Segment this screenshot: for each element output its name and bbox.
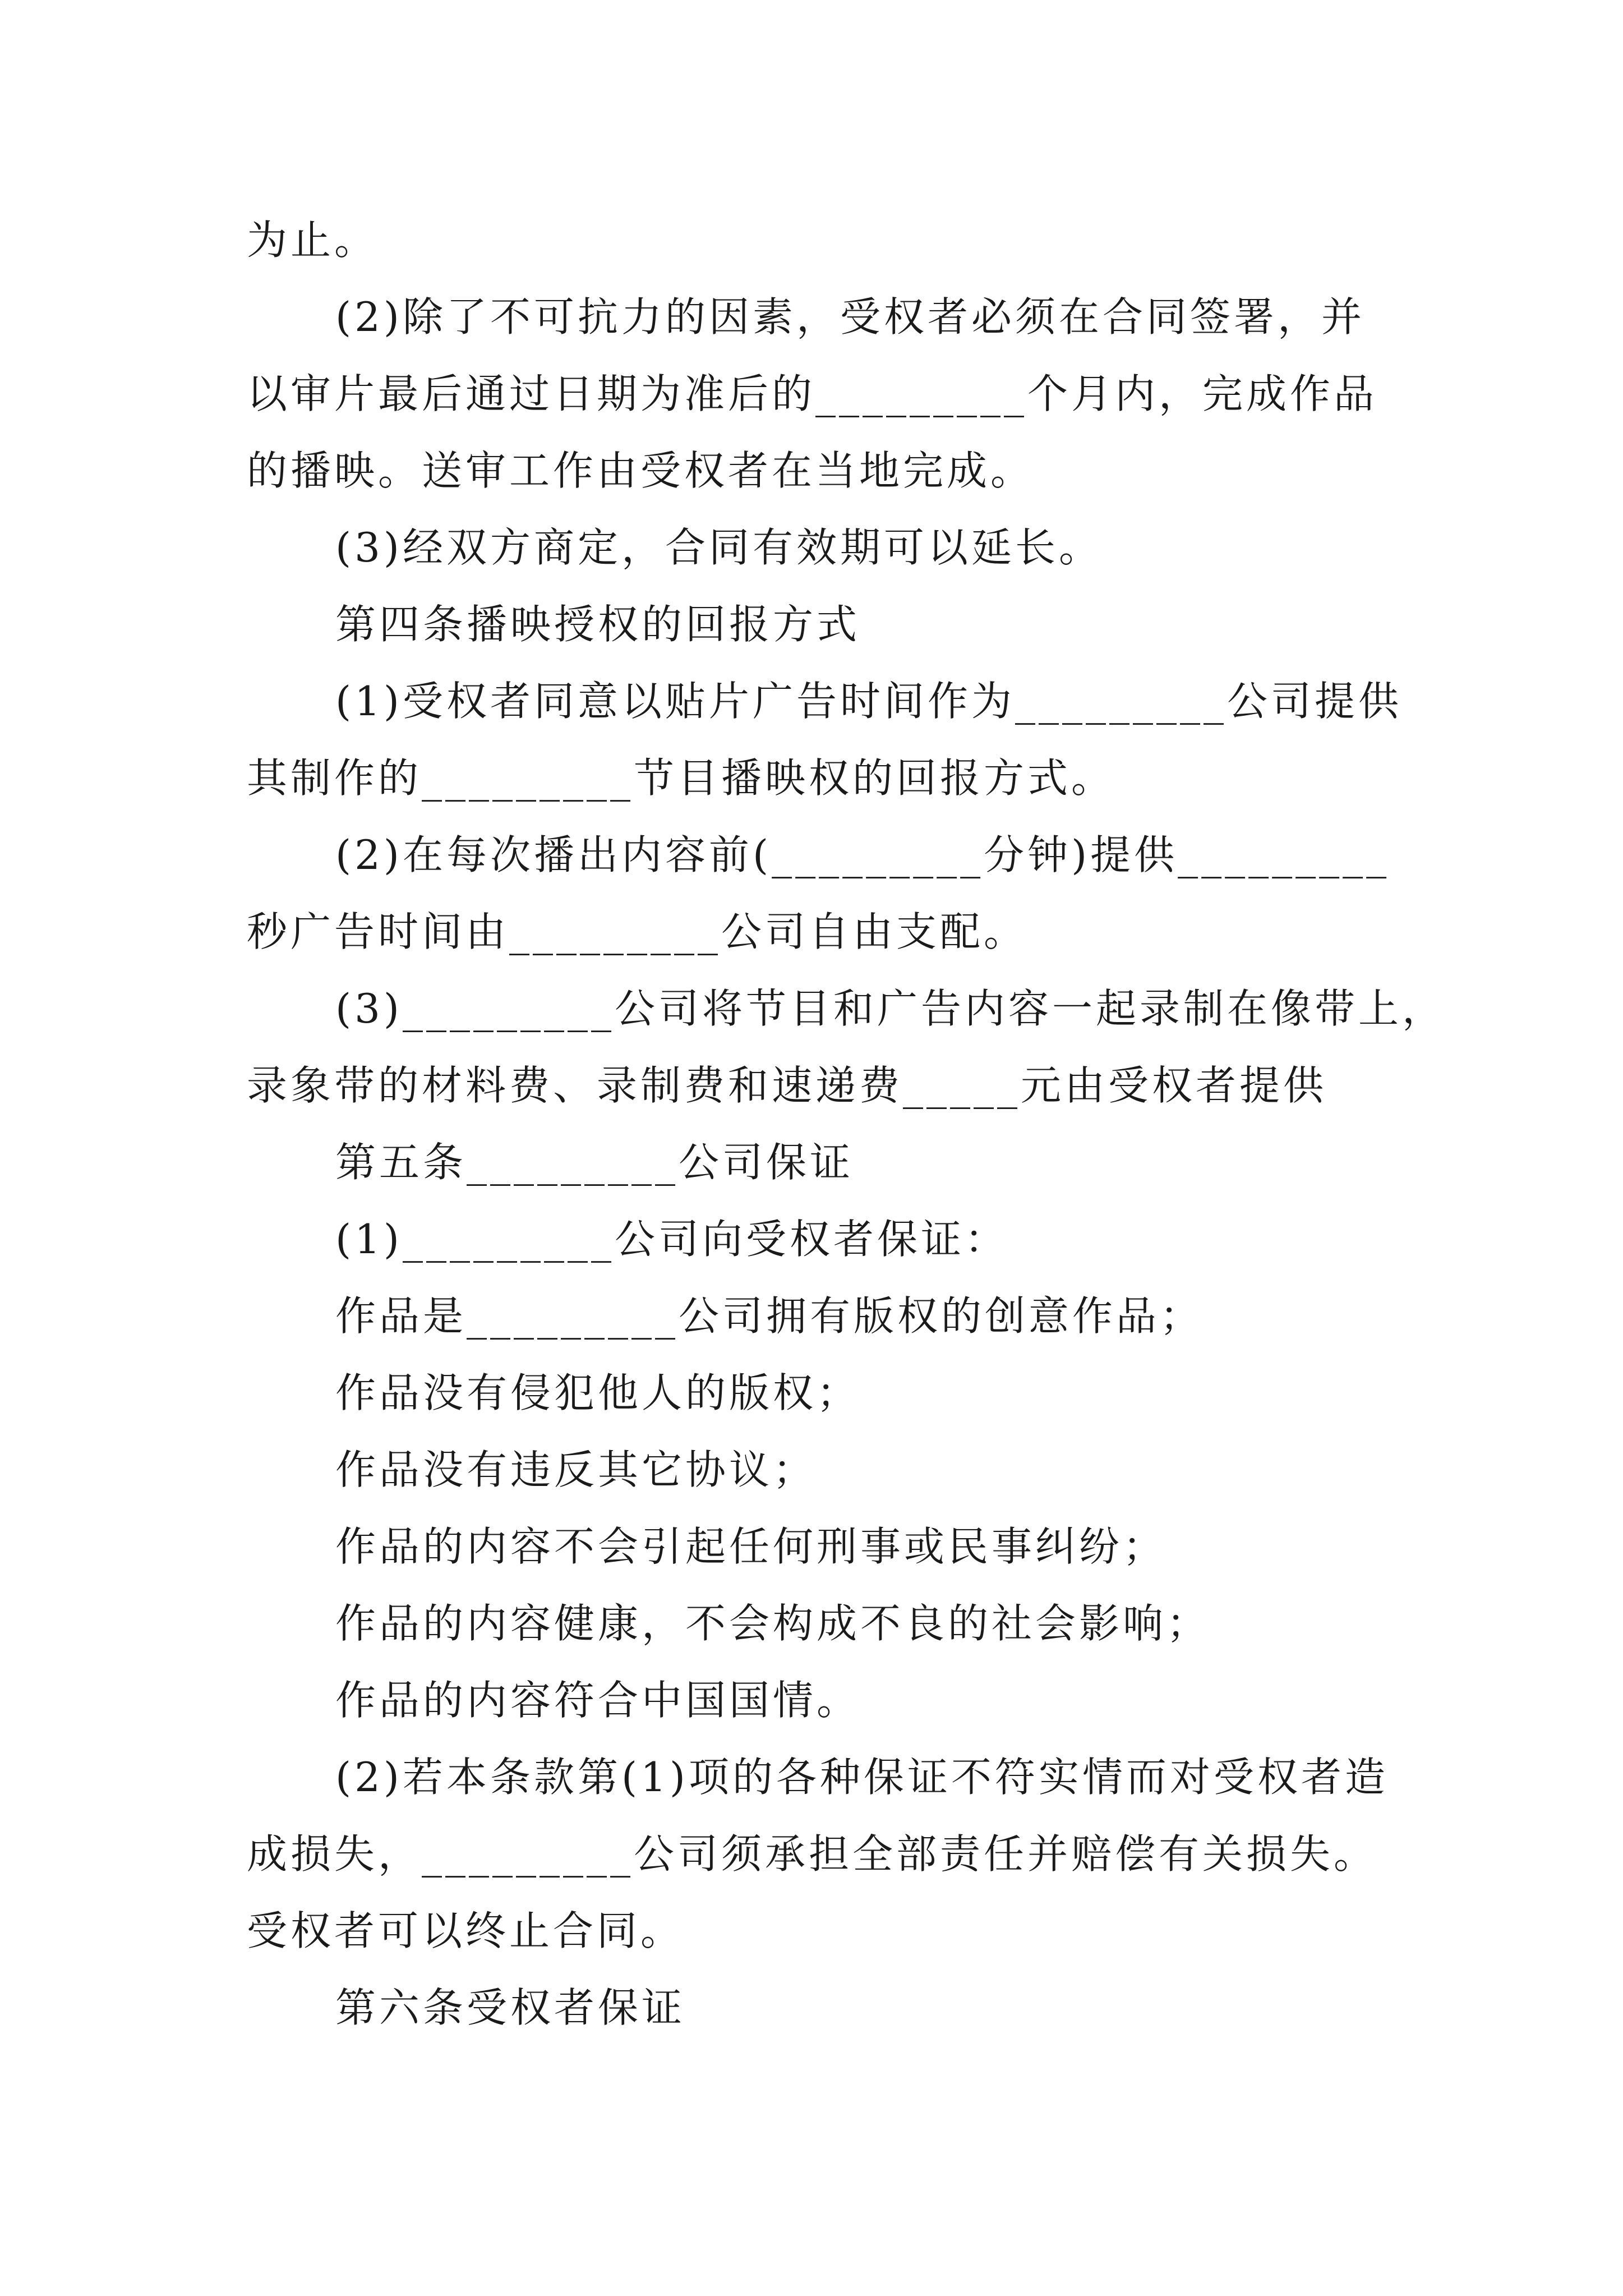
document-body [247,202,1446,2046]
text-line: (2)除了不可抗力的因素，受权者必须在合同签署，并 [335,293,1365,341]
section-heading: 第四条播映授权的回报方式 [335,601,861,648]
text-line: 为止。 [247,217,379,264]
text-line: (3)经双方商定，合同有效期可以延长。 [335,524,1103,571]
text-line: 录象带的材料费、录制费和速递费_____元由受权者提供 [247,1062,1327,1109]
text-line: 的播映。送审工作由受权者在当地完成。 [247,447,1035,494]
text-line: (1)受权者同意以贴片广告时间作为_________公司提供 [335,678,1402,725]
text-line: 成损失，_________公司须承担全部责任并赔偿有关损失。 [247,1830,1378,1878]
text-line: 作品的内容健康，不会构成不良的社会影响； [335,1600,1211,1647]
text-line: (1)_________公司向受权者保证： [335,1216,1008,1263]
text-line: 作品是_________公司拥有版权的创意作品； [335,1292,1204,1340]
text-line: 秒广告时间由_________公司自由支配。 [247,908,1028,955]
text-line: 其制作的_________节目播映权的回报方式。 [247,754,1115,802]
text-line: 受权者可以终止合同。 [247,1907,685,1954]
text-line: (3)_________公司将节目和广告内容一起录制在像带上， [335,985,1446,1032]
text-line: 作品没有违反其它协议； [335,1446,817,1493]
section-heading: 第六条受权者保证 [335,1984,686,2031]
text-line: 作品的内容符合中国国情。 [335,1677,861,1724]
text-line: 作品没有侵犯他人的版权； [335,1369,861,1416]
text-line: (2)在每次播出内容前(_________分钟)提供_________ [335,831,1390,878]
text-line: 以审片最后通过日期为准后的_________个月内，完成作品 [247,370,1378,417]
section-heading: 第五条_________公司保证 [335,1139,854,1186]
text-line: 作品的内容不会引起任何刑事或民事纠纷； [335,1523,1167,1570]
text-line: (2)若本条款第(1)项的各种保证不符实情而对受权者造 [335,1754,1389,1801]
